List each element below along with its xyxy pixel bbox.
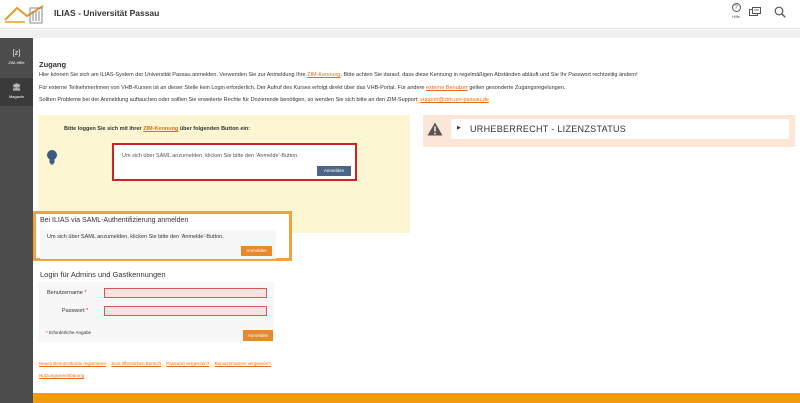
saml-panel-login-button[interactable]: Anmelden (241, 246, 272, 256)
external-users-link[interactable]: externe Benutzer (425, 85, 468, 91)
saml-login-box (112, 143, 357, 181)
info-heading: Bitte loggen Sie sich mit ihrer ZIM-Kennung über folgenden Button ein: (64, 126, 251, 132)
footer-bar (33, 393, 800, 403)
main-sidebar (0, 38, 33, 403)
notifications-icon[interactable] (749, 7, 761, 18)
zim-help-icon: [z] (12, 50, 21, 57)
footer-links-row-2 (39, 373, 84, 378)
app-title[interactable]: ILIAS - Universität Passau (54, 8, 160, 18)
page-title: Zugang (39, 60, 67, 69)
warning-icon (427, 122, 443, 136)
zim-kennung-link[interactable]: ZIM-Kennung (307, 72, 341, 78)
sidebar-item-label: Magazin (8, 94, 25, 99)
sidebar-item-magazin[interactable] (0, 78, 33, 106)
institution-icon: 🏛 (12, 84, 21, 91)
university-logo[interactable] (3, 2, 45, 26)
username-label: Benutzername * (47, 290, 87, 296)
top-header (0, 0, 800, 29)
login-form-title: Login für Admins und Gastkennungen (40, 270, 166, 279)
help-label: Hilfe (731, 14, 740, 19)
support-email-link[interactable]: support@zim.uni-passau.de (420, 97, 489, 103)
forgot-password-link[interactable]: Passwort vergessen? (166, 361, 210, 366)
footer-links (39, 361, 275, 366)
public-area-link[interactable]: Zum öffentlichen Bereich (111, 361, 162, 366)
saml-panel-title: Bei ILIAS via SAML-Authentifizierung anmelden (40, 217, 189, 224)
copyright-panel (423, 115, 795, 147)
intro-line-2: Für externe TeilnehmerInnen von VHB-Kursen ist an dieser Stelle kein Login erforderlich. Der Aufruf des Kurses erfolgt direkt über das VHB-Portal. Für andere externe Benutzer gelten gesonderte Zugangsregelungen. (39, 85, 566, 91)
saml-panel-instruction: Um sich über SAML anzumelden, klicken Sie bitte den 'Anmelde'-Button. (47, 234, 224, 240)
register-link[interactable]: Neues Benutzerkonto registrieren (39, 361, 107, 366)
admin-login-button[interactable]: Anmelden (243, 330, 273, 341)
password-label: Passwort * (62, 308, 89, 314)
help-button[interactable] (728, 3, 744, 19)
copyright-label: URHEBERRECHT - LIZENZSTATUS (470, 124, 627, 134)
lightbulb-icon (46, 149, 58, 165)
intro-line-1: Hier können Sie sich am ILIAS-System der Universität Passau anmelden. Verwenden Sie zur Anmeldung Ihre ZIM-Kennung. Bitte achten Sie darauf, dass diese Kennung in regelmäßigen Abständen abläuft und Sie Ihr Passwort rechtzeitig ändern! (39, 72, 638, 78)
expand-triangle-icon: ▶ (457, 125, 461, 131)
terms-of-use-link[interactable]: Nutzungsvereinbarung (39, 373, 85, 378)
main-content (33, 38, 800, 393)
username-input[interactable] (104, 288, 267, 298)
saml-login-button[interactable]: Anmelden (317, 166, 351, 176)
zim-kennung-info-link[interactable]: ZIM-Kennung (143, 126, 179, 132)
forgot-username-link[interactable]: Benutzernamen vergessen? (214, 361, 271, 366)
saml-auth-panel (33, 211, 292, 261)
required-note: * Erforderliche Angabe (46, 330, 92, 335)
help-icon: ? (732, 3, 741, 12)
search-icon[interactable] (774, 6, 786, 18)
saml-instruction: Um sich über SAML anzumelden, klicken Sie bitte den 'Anmelde'-Button. (122, 153, 299, 159)
copyright-toggle[interactable] (451, 119, 789, 139)
sidebar-item-zim-hilfe[interactable] (0, 44, 33, 72)
header-separator (0, 30, 800, 38)
password-input[interactable] (104, 306, 267, 316)
intro-line-3: Sollten Probleme bei der Anmeldung auftauchen oder sollten Sie erweiterte Rechte für Dozierende benötigen, so wenden Sie sich bitte an den ZIM-Support: support@zim.uni-passau.de (39, 97, 489, 103)
sidebar-item-label: ZIM-Hilfe (8, 60, 25, 65)
